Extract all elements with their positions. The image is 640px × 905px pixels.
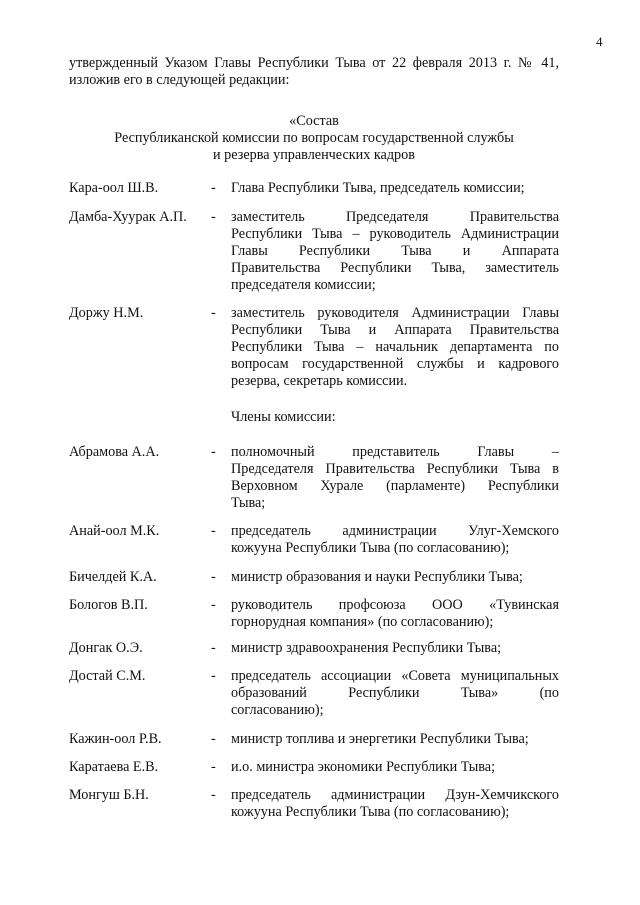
role-line: заместитель руководителя Администрации Главы xyxy=(231,305,559,321)
role-line: согласованию); xyxy=(231,702,324,718)
role-line: министр образования и науки Республики Тыва; xyxy=(231,569,523,585)
member-role xyxy=(231,305,559,390)
separator-dash: - xyxy=(211,759,216,775)
member-role xyxy=(231,180,559,197)
role-line: Тыва; xyxy=(231,495,266,511)
member-name: Дамба-Хуурак А.П. xyxy=(69,209,187,225)
separator-dash: - xyxy=(211,668,216,684)
page-number: 4 xyxy=(596,34,603,49)
member-name: Кара-оол Ш.В. xyxy=(69,180,159,196)
role-line: Верховном Хурале (парламенте) Республики xyxy=(231,478,559,494)
member-name: Донгак О.Э. xyxy=(69,640,143,656)
role-line: министр топлива и энергетики Республики Тыва; xyxy=(231,731,529,747)
member-name: Кажин-оол Р.В. xyxy=(69,731,162,747)
title-line: Республиканской комиссии по вопросам государственной службы xyxy=(114,130,514,146)
intro-paragraph xyxy=(69,55,559,89)
role-line: и.о. министра экономики Республики Тыва; xyxy=(231,759,496,775)
role-line: резерва, секретарь комиссии. xyxy=(231,373,408,389)
role-line: председатель ассоциации «Совета муниципальных xyxy=(231,668,559,684)
role-line: председатель администрации Улуг-Хемского xyxy=(231,523,559,539)
member-name: Доржу Н.М. xyxy=(69,305,144,321)
separator-dash: - xyxy=(211,597,216,613)
role-line: Республики Тыва и Аппарата Правительства xyxy=(231,322,559,338)
separator-dash: - xyxy=(211,640,216,656)
role-line: заместитель Председателя Правительства xyxy=(231,209,559,225)
role-line: Республики Тыва – руководитель Администрации xyxy=(231,226,559,242)
separator-dash: - xyxy=(211,444,216,460)
role-line: вопросам государственной службы и кадрового xyxy=(231,356,559,372)
separator-dash: - xyxy=(211,305,216,321)
role-line: руководитель профсоюза ООО «Тувинская xyxy=(231,597,559,613)
role-line: Республики Тыва – начальник департамента по xyxy=(231,339,559,355)
separator-dash: - xyxy=(211,209,216,225)
role-line: Глава Республики Тыва, председатель комиссии; xyxy=(231,180,525,196)
role-line: председатель администрации Дзун-Хемчикского xyxy=(231,787,559,803)
role-line: Правительства Республики Тыва, заместитель xyxy=(231,260,559,276)
title-line: и резерва управленческих кадров xyxy=(213,147,415,163)
intro-line: утвержденный Указом Главы Республики Тыва от 22 февраля 2013 г. № 41, xyxy=(69,55,559,71)
separator-dash: - xyxy=(211,787,216,803)
members-heading: Члены комиссии: xyxy=(231,409,336,425)
member-name: Каратаева Е.В. xyxy=(69,759,159,775)
member-role xyxy=(231,209,559,294)
member-role xyxy=(231,597,559,631)
member-role xyxy=(231,787,559,821)
role-line: образований Республики Тыва» (по xyxy=(231,685,559,701)
role-line: Главы Республики Тыва и Аппарата xyxy=(231,243,559,259)
separator-dash: - xyxy=(211,180,216,196)
member-name: Монгуш Б.Н. xyxy=(69,787,149,803)
role-line: Председателя Правительства Республики Тыва в xyxy=(231,461,559,477)
member-name: Бичелдей К.А. xyxy=(69,569,157,585)
separator-dash: - xyxy=(211,731,216,747)
role-line: полномочный представитель Главы – xyxy=(231,444,559,460)
document-title xyxy=(69,113,559,164)
member-role xyxy=(231,444,559,512)
intro-line: изложив его в следующей редакции: xyxy=(69,72,290,88)
role-line: председателя комиссии; xyxy=(231,277,376,293)
member-name: Достай С.М. xyxy=(69,668,146,684)
member-role xyxy=(231,569,559,586)
title-line: «Состав xyxy=(289,113,339,129)
member-role xyxy=(231,668,559,719)
member-role xyxy=(231,759,559,776)
separator-dash: - xyxy=(211,523,216,539)
role-line: горнорудная компания» (по согласованию); xyxy=(231,614,494,630)
member-role xyxy=(231,731,559,748)
member-name: Анай-оол М.К. xyxy=(69,523,160,539)
role-line: кожууна Республики Тыва (по согласованию); xyxy=(231,804,510,820)
member-name: Абрамова А.А. xyxy=(69,444,160,460)
member-name: Бологов В.П. xyxy=(69,597,148,613)
role-line: кожууна Республики Тыва (по согласованию); xyxy=(231,540,510,556)
member-role xyxy=(231,523,559,557)
separator-dash: - xyxy=(211,569,216,585)
member-role xyxy=(231,640,559,657)
role-line: министр здравоохранения Республики Тыва; xyxy=(231,640,502,656)
